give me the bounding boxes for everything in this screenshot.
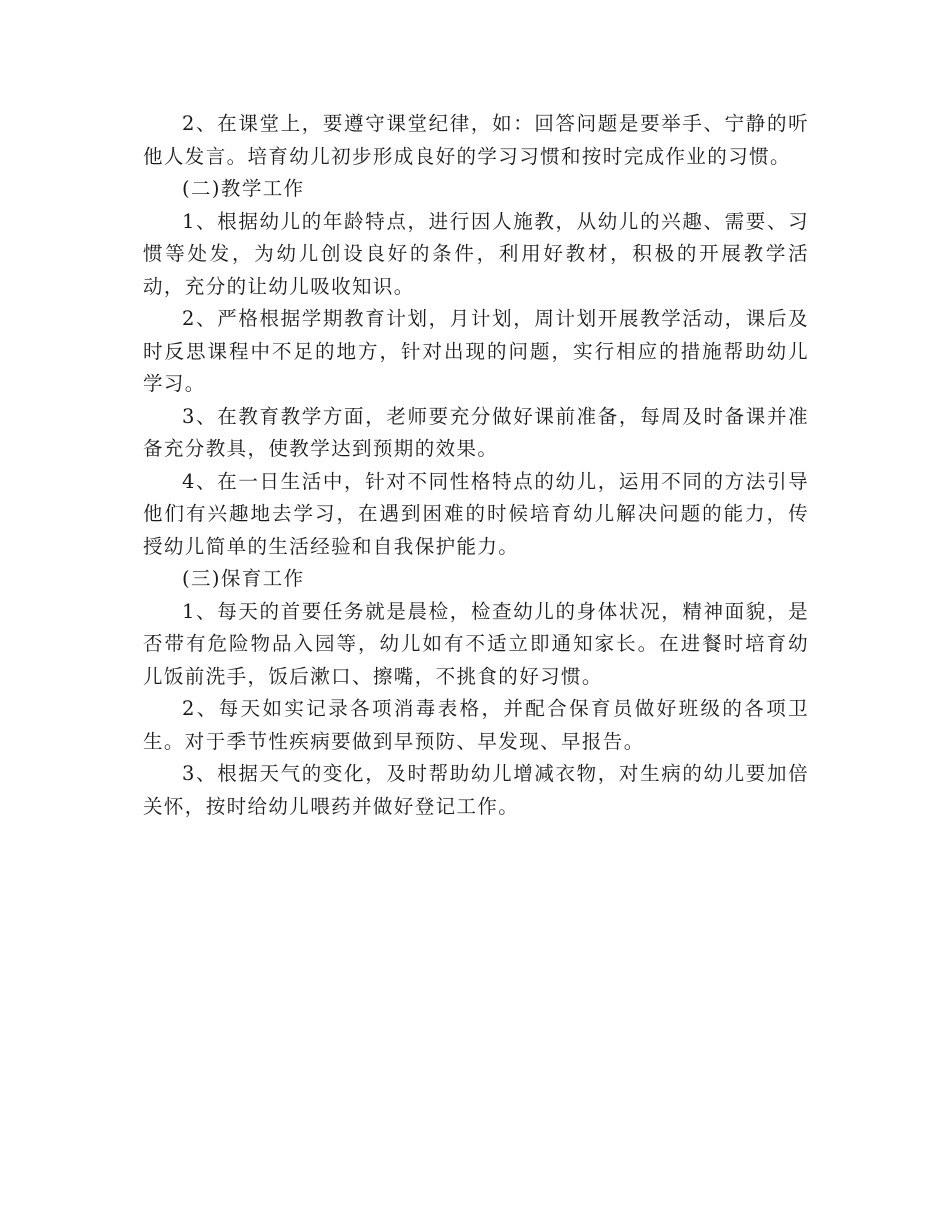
document-body	[143, 108, 809, 823]
section-heading-teaching: (二)教学工作	[182, 177, 305, 200]
paragraph-care-3: 3、根据天气的变化，及时帮助幼儿增减衣物，对生病的幼儿要加倍关怀，按时给幼儿喂药并做好登记工作。	[143, 762, 809, 818]
paragraph-classroom-discipline: 2、在课堂上，要遵守课堂纪律，如：回答问题是要举手、宁静的听他人发言。培育幼儿初步形成良好的学习习惯和按时完成作业的习惯。	[143, 112, 809, 168]
paragraph-care-1: 1、每天的首要任务就是晨检，检查幼儿的身体状况，精神面貌，是否带有危险物品入园等，幼儿如有不适立即通知家长。在进餐时培育幼儿饭前洗手，饭后漱口、擦嘴，不挑食的好习惯。	[143, 599, 809, 688]
section-heading-care: (三)保育工作	[182, 567, 305, 590]
paragraph-teaching-3: 3、在教育教学方面，老师要充分做好课前准备，每周及时备课并准备充分教具，使教学达到预期的效果。	[143, 404, 809, 460]
paragraph-teaching-2: 2、严格根据学期教育计划，月计划，周计划开展教学活动，课后及时反思课程中不足的地方，针对出现的问题，实行相应的措施帮助幼儿学习。	[143, 307, 809, 395]
paragraph-teaching-4: 4、在一日生活中，针对不同性格特点的幼儿，运用不同的方法引导他们有兴趣地去学习，在遇到困难的时候培育幼儿解决问题的能力，传授幼儿简单的生活经验和自我保护能力。	[143, 469, 809, 558]
paragraph-teaching-1: 1、根据幼儿的年龄特点，进行因人施教，从幼儿的兴趣、需要、习惯等处发，为幼儿创设良好的条件，利用好教材，积极的开展教学活动，充分的让幼儿吸收知识。	[143, 209, 809, 298]
paragraph-care-2: 2、每天如实记录各项消毒表格，并配合保育员做好班级的各项卫生。对于季节性疾病要做到早预防、早发现、早报告。	[143, 697, 809, 753]
